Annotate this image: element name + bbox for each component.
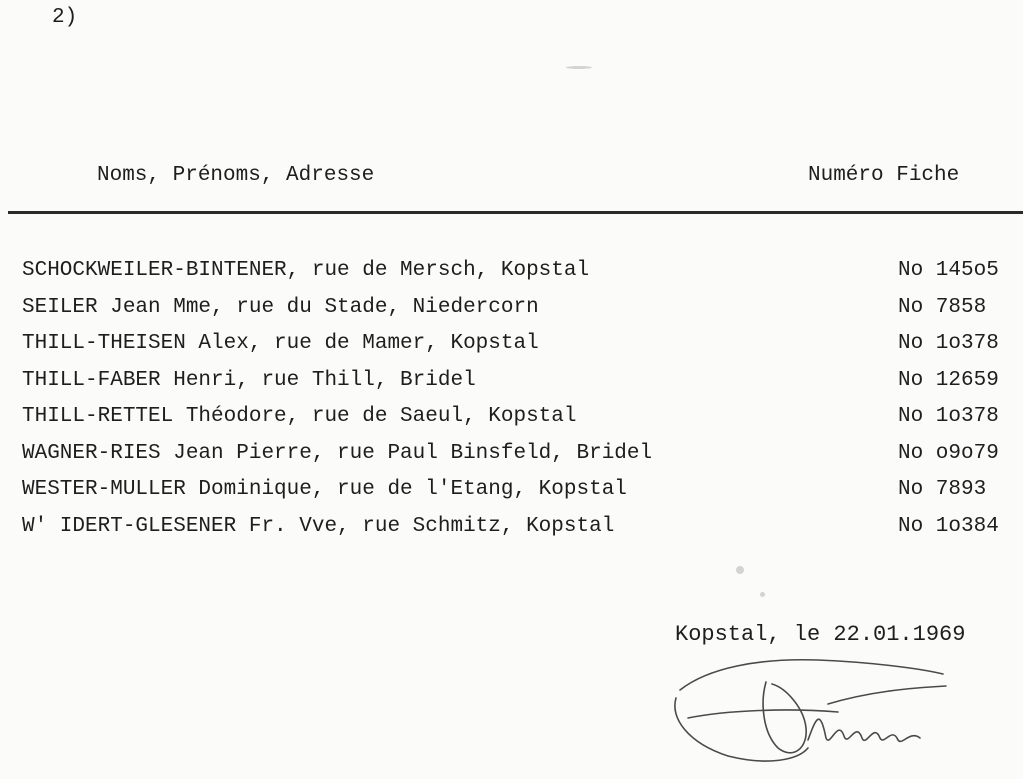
list-item — [22, 439, 1022, 476]
list-item — [22, 512, 1022, 549]
list-item — [22, 402, 1022, 439]
entry-name: WESTER-MULLER Dominique, rue de l'Etang, Kopstal — [22, 478, 627, 501]
paper-speck — [566, 66, 592, 69]
entry-name: W' IDERT-GLESENER Fr. Vve, rue Schmitz, Kopstal — [22, 514, 615, 538]
list-item — [22, 329, 1022, 366]
entry-fiche-number: No 12659 — [898, 368, 999, 392]
entry-name: THILL-FABER Henri, rue Thill, Bridel — [22, 368, 476, 392]
list-item — [22, 256, 1022, 293]
entry-fiche-number: No 1o378 — [898, 405, 999, 428]
handwritten-signature — [668, 648, 978, 773]
paper-speck — [760, 592, 765, 597]
entry-fiche-number: No 1o384 — [898, 514, 999, 538]
entry-fiche-number: No 7893 — [898, 478, 987, 501]
entry-name: SEILER Jean Mme, rue du Stade, Niedercorn — [22, 295, 539, 319]
entry-name: SCHOCKWEILER-BINTENER, rue de Mersch, Kopstal — [22, 259, 590, 282]
entry-name: THILL-THEISEN Alex, rue de Mamer, Kopstal — [22, 332, 539, 355]
page-number: 2) — [52, 6, 78, 29]
entry-name: THILL-RETTEL Théodore, rue de Saeul, Kopstal — [22, 405, 577, 428]
entry-fiche-number: No o9o79 — [898, 441, 999, 465]
entry-fiche-number: No 1o378 — [898, 332, 999, 355]
list-item — [22, 293, 1022, 330]
list-item — [22, 475, 1022, 512]
column-header-names: Noms, Prénoms, Adresse — [97, 164, 375, 187]
place-date-line: Kopstal, le 22.01.1969 — [675, 622, 966, 647]
entry-name: WAGNER-RIES Jean Pierre, rue Paul Binsfeld, Bridel — [22, 441, 653, 465]
column-header-fiche: Numéro Fiche — [808, 164, 960, 187]
entry-fiche-number: No 7858 — [898, 295, 987, 319]
list-item — [22, 366, 1022, 403]
entry-list — [22, 256, 1022, 548]
entry-fiche-number: No 145o5 — [898, 259, 999, 282]
paper-speck — [736, 566, 744, 574]
header-rule — [8, 211, 1023, 214]
